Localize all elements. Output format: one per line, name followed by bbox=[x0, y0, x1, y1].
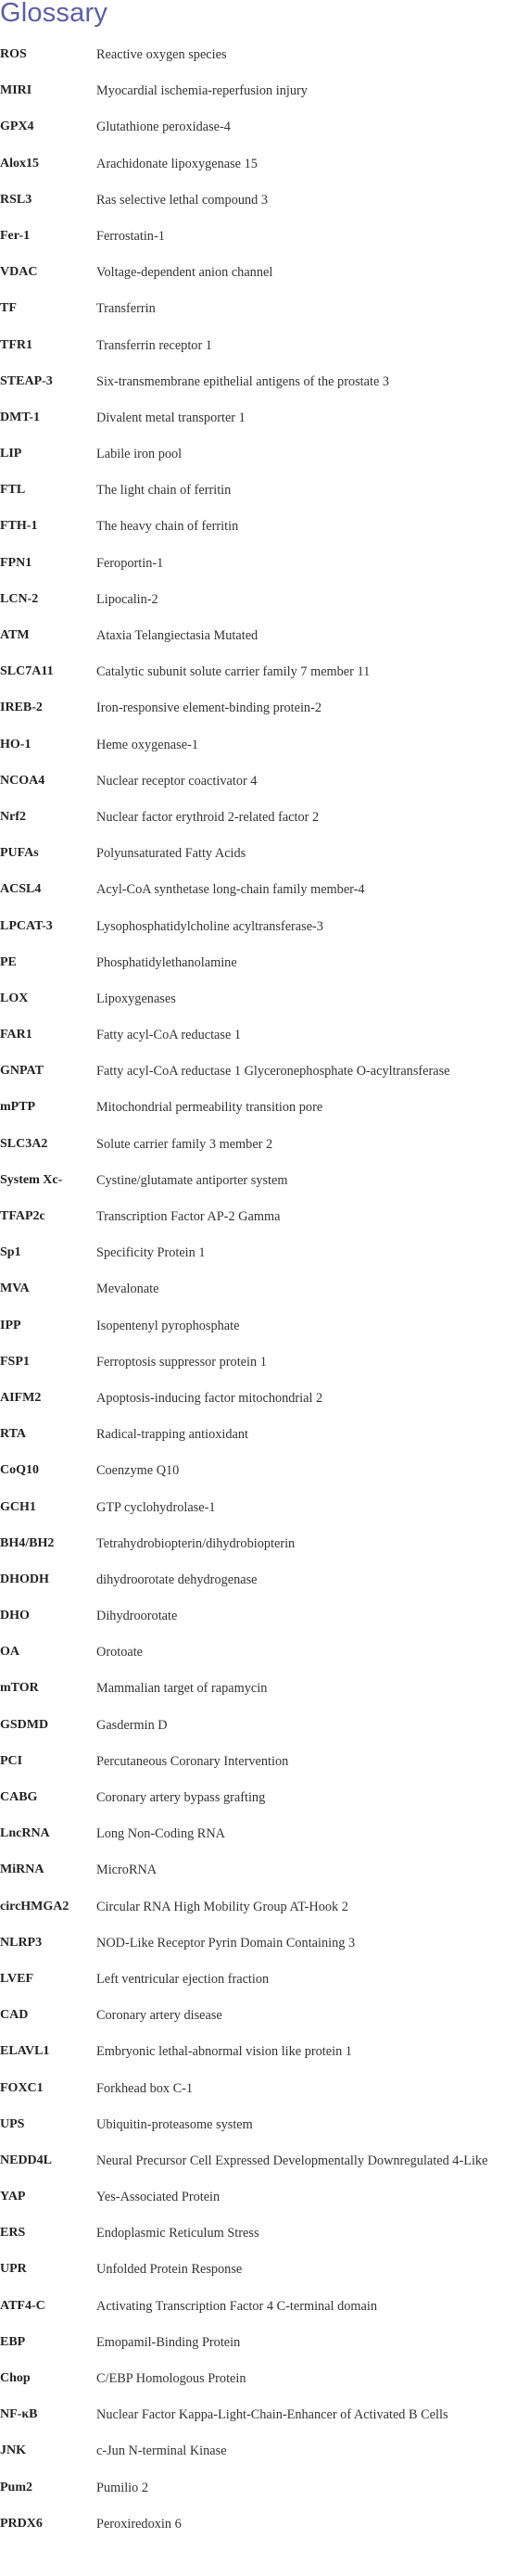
glossary-row bbox=[0, 2473, 517, 2509]
glossary-term: LCN-2 bbox=[0, 591, 39, 606]
glossary-definition: Reactive oxygen species bbox=[96, 47, 227, 62]
glossary-definition: Left ventricular ejection fraction bbox=[96, 1971, 270, 1987]
glossary-definition: Radical-trapping antioxidant bbox=[96, 1427, 248, 1443]
glossary-definition: Circular RNA High Mobility Group AT-Hook 2 bbox=[96, 1899, 348, 1914]
glossary-term: FSP1 bbox=[0, 1354, 30, 1369]
glossary-row bbox=[0, 693, 517, 729]
glossary-definition: Fatty acyl-CoA reductase 1 bbox=[96, 1028, 242, 1043]
glossary-definition: Mammalian target of rapamycin bbox=[96, 1681, 268, 1697]
glossary-definition: dihydroorotate dehydrogenase bbox=[96, 1572, 258, 1587]
glossary-definition: GTP cyclohydrolase-1 bbox=[96, 1499, 216, 1515]
glossary-definition: Coronary artery disease bbox=[96, 2008, 222, 2024]
glossary-term: Sp1 bbox=[0, 1245, 21, 1260]
glossary-definition: Percutaneous Coronary Intervention bbox=[96, 1753, 289, 1769]
glossary-row bbox=[0, 221, 517, 258]
glossary-definition: Lipocalin-2 bbox=[96, 591, 158, 607]
glossary-term: Nrf2 bbox=[0, 809, 26, 824]
glossary-definition: Iron-responsive element-binding protein-2 bbox=[96, 701, 322, 716]
glossary-definition: Cystine/glutamate antiporter system bbox=[96, 1172, 288, 1188]
glossary-definition: c-Jun N-terminal Kinase bbox=[96, 2443, 227, 2459]
glossary-definition: Ubiquitin-proteasome system bbox=[96, 2116, 253, 2132]
glossary-row bbox=[0, 2436, 517, 2472]
glossary-row bbox=[0, 2037, 517, 2073]
glossary-term: SLC7A11 bbox=[0, 664, 54, 679]
glossary-row bbox=[0, 1056, 517, 1092]
glossary-definition: Six-transmembrane epithelial antigens of the prostate 3 bbox=[96, 373, 390, 389]
glossary-term: AIFM2 bbox=[0, 1390, 42, 1405]
glossary-term: GPX4 bbox=[0, 120, 34, 134]
glossary-term: YAP bbox=[0, 2190, 26, 2204]
glossary-definition: Activating Transcription Factor 4 C-terminal domain bbox=[96, 2298, 377, 2314]
glossary-definition: Unfolded Protein Response bbox=[96, 2262, 243, 2278]
glossary-row bbox=[0, 2254, 517, 2291]
glossary-row bbox=[0, 1274, 517, 1310]
glossary-row bbox=[0, 475, 517, 511]
glossary-term: MiRNA bbox=[0, 1863, 44, 1877]
glossary-row bbox=[0, 1529, 517, 1565]
glossary-term: RSL3 bbox=[0, 192, 32, 207]
glossary-definition: Gasdermin D bbox=[96, 1717, 168, 1733]
glossary-term: Pum2 bbox=[0, 2480, 32, 2494]
glossary-row bbox=[0, 1456, 517, 1492]
glossary-term: LIP bbox=[0, 447, 22, 461]
glossary-term: NEDD4L bbox=[0, 2153, 53, 2167]
glossary-term: STEAP-3 bbox=[0, 373, 53, 388]
glossary-row bbox=[0, 185, 517, 221]
glossary-row bbox=[0, 621, 517, 657]
glossary-row bbox=[0, 730, 517, 766]
glossary-definition: Dihydroorotate bbox=[96, 1609, 178, 1624]
glossary-definition: Pumilio 2 bbox=[96, 2480, 149, 2495]
glossary-row bbox=[0, 439, 517, 475]
glossary-row bbox=[0, 1202, 517, 1238]
glossary-term: UPR bbox=[0, 2262, 27, 2277]
glossary-term: FOXC1 bbox=[0, 2080, 44, 2095]
glossary-row bbox=[0, 766, 517, 802]
glossary-row bbox=[0, 1238, 517, 1274]
glossary-row bbox=[0, 1565, 517, 1601]
glossary-term: PCI bbox=[0, 1753, 23, 1768]
glossary-definition: Mevalonate bbox=[96, 1282, 159, 1297]
glossary-row bbox=[0, 40, 517, 76]
glossary-row bbox=[0, 1092, 517, 1129]
glossary-definition: Heme oxygenase-1 bbox=[96, 737, 198, 752]
glossary-row bbox=[0, 839, 517, 875]
glossary-definition: Neural Precursor Cell Expressed Developmentally Downregulated 4-Like bbox=[96, 2153, 488, 2168]
glossary-definition: Mitochondrial permeability transition pore bbox=[96, 1100, 323, 1116]
glossary-row bbox=[0, 912, 517, 948]
glossary-row bbox=[0, 2400, 517, 2436]
glossary-row bbox=[0, 657, 517, 693]
glossary-definition: Forkhead box C-1 bbox=[96, 2080, 194, 2096]
glossary-row bbox=[0, 403, 517, 439]
glossary-definition: Feroportin-1 bbox=[96, 555, 164, 571]
glossary-row bbox=[0, 1637, 517, 1673]
glossary-term: HO-1 bbox=[0, 737, 32, 751]
glossary-definition: Peroxiredoxin 6 bbox=[96, 2516, 182, 2532]
glossary-row bbox=[0, 1928, 517, 1964]
glossary-row bbox=[0, 2146, 517, 2182]
glossary-row bbox=[0, 1892, 517, 1928]
glossary-definition: Emopamil-Binding Protein bbox=[96, 2334, 241, 2350]
glossary-term: CoQ10 bbox=[0, 1463, 39, 1478]
glossary-row bbox=[0, 511, 517, 548]
glossary-definition: Isopentenyl pyrophosphate bbox=[96, 1318, 240, 1333]
glossary-row bbox=[0, 549, 517, 585]
glossary-term: MVA bbox=[0, 1282, 30, 1296]
glossary-definition: Myocardial ischemia-reperfusion injury bbox=[96, 83, 308, 99]
glossary-definition: Transferrin receptor 1 bbox=[96, 337, 212, 353]
glossary-row bbox=[0, 2074, 517, 2110]
glossary-term: JNK bbox=[0, 2443, 26, 2458]
glossary-term: CABG bbox=[0, 1790, 38, 1804]
glossary-row bbox=[0, 1783, 517, 1819]
glossary-row bbox=[0, 1383, 517, 1420]
glossary-definition: Ferroptosis suppressor protein 1 bbox=[96, 1354, 267, 1370]
glossary-row bbox=[0, 2328, 517, 2364]
glossary-definition: Tetrahydrobiopterin/dihydrobiopterin bbox=[96, 1535, 296, 1551]
glossary-row bbox=[0, 331, 517, 367]
glossary-row bbox=[0, 802, 517, 839]
glossary-term: LVEF bbox=[0, 1971, 34, 1986]
page-title: Glossary bbox=[0, 0, 108, 28]
glossary-term: OA bbox=[0, 1645, 19, 1660]
glossary-definition: The light chain of ferritin bbox=[96, 483, 232, 499]
glossary-definition: Polyunsaturated Fatty Acids bbox=[96, 846, 246, 862]
glossary-definition: Transcription Factor AP-2 Gamma bbox=[96, 1209, 281, 1224]
glossary-term: ELAVL1 bbox=[0, 2044, 50, 2059]
glossary-definition: Nuclear factor erythroid 2-related factor 2 bbox=[96, 809, 320, 825]
glossary-definition: Arachidonate lipoxygenase 15 bbox=[96, 156, 258, 171]
glossary-term: ROS bbox=[0, 47, 27, 61]
glossary-row bbox=[0, 1420, 517, 1456]
glossary-term: IREB-2 bbox=[0, 701, 43, 715]
glossary-term: Fer-1 bbox=[0, 228, 31, 243]
glossary-term: FAR1 bbox=[0, 1028, 32, 1042]
glossary-term: BH4/BH2 bbox=[0, 1535, 55, 1550]
glossary-definition: Long Non-Coding RNA bbox=[96, 1826, 225, 1842]
glossary-row bbox=[0, 367, 517, 403]
glossary-row bbox=[0, 1347, 517, 1383]
glossary-row bbox=[0, 2292, 517, 2328]
glossary-definition: Catalytic subunit solute carrier family 7 member 11 bbox=[96, 664, 371, 680]
glossary-term: NCOA4 bbox=[0, 773, 45, 788]
glossary-definition: Apoptosis-inducing factor mitochondrial 2 bbox=[96, 1390, 323, 1406]
glossary-row bbox=[0, 2110, 517, 2146]
glossary-term: FPN1 bbox=[0, 555, 32, 570]
glossary-definition: Nuclear receptor coactivator 4 bbox=[96, 773, 258, 789]
glossary-row bbox=[0, 1819, 517, 1855]
glossary-definition: Divalent metal transporter 1 bbox=[96, 410, 246, 425]
glossary-term: NLRP3 bbox=[0, 1935, 43, 1950]
glossary-term: TFAP2c bbox=[0, 1209, 45, 1223]
glossary-definition: Fatty acyl-CoA reductase 1 Glyceronephosphate O-acyltransferase bbox=[96, 1064, 450, 1080]
glossary-term: MIRI bbox=[0, 83, 32, 98]
glossary-definition: Nuclear Factor Kappa-Light-Chain-Enhancer of Activated B Cells bbox=[96, 2407, 448, 2423]
glossary-row bbox=[0, 1493, 517, 1529]
glossary-list bbox=[0, 40, 517, 2545]
glossary-term: ATM bbox=[0, 628, 30, 642]
glossary-definition: MicroRNA bbox=[96, 1863, 158, 1878]
glossary-term: GNPAT bbox=[0, 1064, 44, 1079]
glossary-definition: Acyl-CoA synthetase long-chain family member-4 bbox=[96, 882, 365, 898]
glossary-row bbox=[0, 1601, 517, 1637]
glossary-term: FTH-1 bbox=[0, 519, 38, 534]
glossary-definition: Endoplasmic Reticulum Stress bbox=[96, 2226, 259, 2241]
glossary-definition: Orotoate bbox=[96, 1645, 144, 1661]
glossary-definition: Transferrin bbox=[96, 301, 156, 317]
glossary-term: DHO bbox=[0, 1609, 30, 1623]
glossary-term: TF bbox=[0, 301, 17, 316]
glossary-row bbox=[0, 76, 517, 112]
glossary-row bbox=[0, 1130, 517, 1166]
glossary-term: LPCAT-3 bbox=[0, 918, 53, 933]
glossary-definition: Lysophosphatidylcholine acyltransferase-3 bbox=[96, 918, 323, 934]
glossary-definition: Ferrostatin-1 bbox=[96, 228, 165, 244]
glossary-term: VDAC bbox=[0, 265, 38, 280]
glossary-term: CAD bbox=[0, 2008, 29, 2023]
glossary-definition: Solute carrier family 3 member 2 bbox=[96, 1136, 273, 1152]
glossary-term: PRDX6 bbox=[0, 2516, 43, 2531]
glossary-term: PUFAs bbox=[0, 846, 39, 861]
glossary-definition: Ras selective lethal compound 3 bbox=[96, 192, 269, 208]
glossary-row bbox=[0, 112, 517, 148]
glossary-term: SLC3A2 bbox=[0, 1136, 48, 1151]
glossary-row bbox=[0, 1673, 517, 1710]
glossary-row bbox=[0, 948, 517, 984]
glossary-definition: Specificity Protein 1 bbox=[96, 1245, 206, 1261]
glossary-term: ACSL4 bbox=[0, 882, 42, 897]
glossary-term: NF-κB bbox=[0, 2407, 38, 2422]
glossary-definition: NOD-Like Receptor Pyrin Domain Containing 3 bbox=[96, 1935, 356, 1951]
glossary-definition: Lipoxygenases bbox=[96, 991, 176, 1006]
glossary-definition: C/EBP Homologous Protein bbox=[96, 2371, 246, 2386]
glossary-term: circHMGA2 bbox=[0, 1899, 69, 1913]
glossary-term: LOX bbox=[0, 991, 29, 1005]
glossary-row bbox=[0, 1020, 517, 1056]
glossary-row bbox=[0, 984, 517, 1020]
glossary-definition: Coronary artery bypass grafting bbox=[96, 1790, 266, 1805]
glossary-row bbox=[0, 1711, 517, 1747]
glossary-definition: Phosphatidylethanolamine bbox=[96, 954, 237, 970]
glossary-row bbox=[0, 1855, 517, 1891]
glossary-definition: The heavy chain of ferritin bbox=[96, 519, 239, 535]
glossary-term: DHODH bbox=[0, 1572, 49, 1586]
glossary-term: GSDMD bbox=[0, 1717, 49, 1732]
glossary-definition: Embryonic lethal-abnormal vision like protein 1 bbox=[96, 2044, 352, 2060]
glossary-row bbox=[0, 2218, 517, 2254]
glossary-term: Chop bbox=[0, 2371, 31, 2385]
glossary-row bbox=[0, 585, 517, 621]
glossary-term: LncRNA bbox=[0, 1826, 50, 1841]
glossary-term: mTOR bbox=[0, 1681, 39, 1696]
glossary-term: GCH1 bbox=[0, 1499, 36, 1514]
glossary-term: TFR1 bbox=[0, 337, 32, 352]
glossary-definition: Ataxia Telangiectasia Mutated bbox=[96, 628, 258, 643]
glossary-row bbox=[0, 1166, 517, 1202]
glossary-row bbox=[0, 2182, 517, 2218]
glossary-term: RTA bbox=[0, 1427, 27, 1442]
glossary-term: ATF4-C bbox=[0, 2298, 45, 2313]
glossary-definition: Glutathione peroxidase-4 bbox=[96, 120, 231, 135]
glossary-row bbox=[0, 2364, 517, 2400]
glossary-row bbox=[0, 1964, 517, 2001]
glossary-term: ERS bbox=[0, 2226, 26, 2241]
glossary-term: UPS bbox=[0, 2116, 25, 2131]
glossary-term: Alox15 bbox=[0, 156, 39, 170]
glossary-row bbox=[0, 149, 517, 185]
glossary-row bbox=[0, 1311, 517, 1347]
glossary-term: PE bbox=[0, 954, 17, 969]
glossary-term: mPTP bbox=[0, 1100, 36, 1115]
glossary-definition: Labile iron pool bbox=[96, 447, 183, 462]
glossary-row bbox=[0, 2509, 517, 2545]
glossary-term: FTL bbox=[0, 483, 26, 498]
glossary-term: IPP bbox=[0, 1318, 21, 1332]
glossary-term: EBP bbox=[0, 2334, 26, 2349]
glossary-row bbox=[0, 294, 517, 330]
glossary-row bbox=[0, 875, 517, 911]
glossary-row bbox=[0, 1747, 517, 1783]
glossary-definition: Voltage-dependent anion channel bbox=[96, 265, 273, 281]
glossary-row bbox=[0, 2001, 517, 2037]
glossary-term: DMT-1 bbox=[0, 410, 41, 424]
glossary-definition: Coenzyme Q10 bbox=[96, 1463, 180, 1479]
glossary-row bbox=[0, 258, 517, 294]
glossary-term: System Xc- bbox=[0, 1172, 63, 1187]
glossary-definition: Yes-Associated Protein bbox=[96, 2190, 221, 2205]
